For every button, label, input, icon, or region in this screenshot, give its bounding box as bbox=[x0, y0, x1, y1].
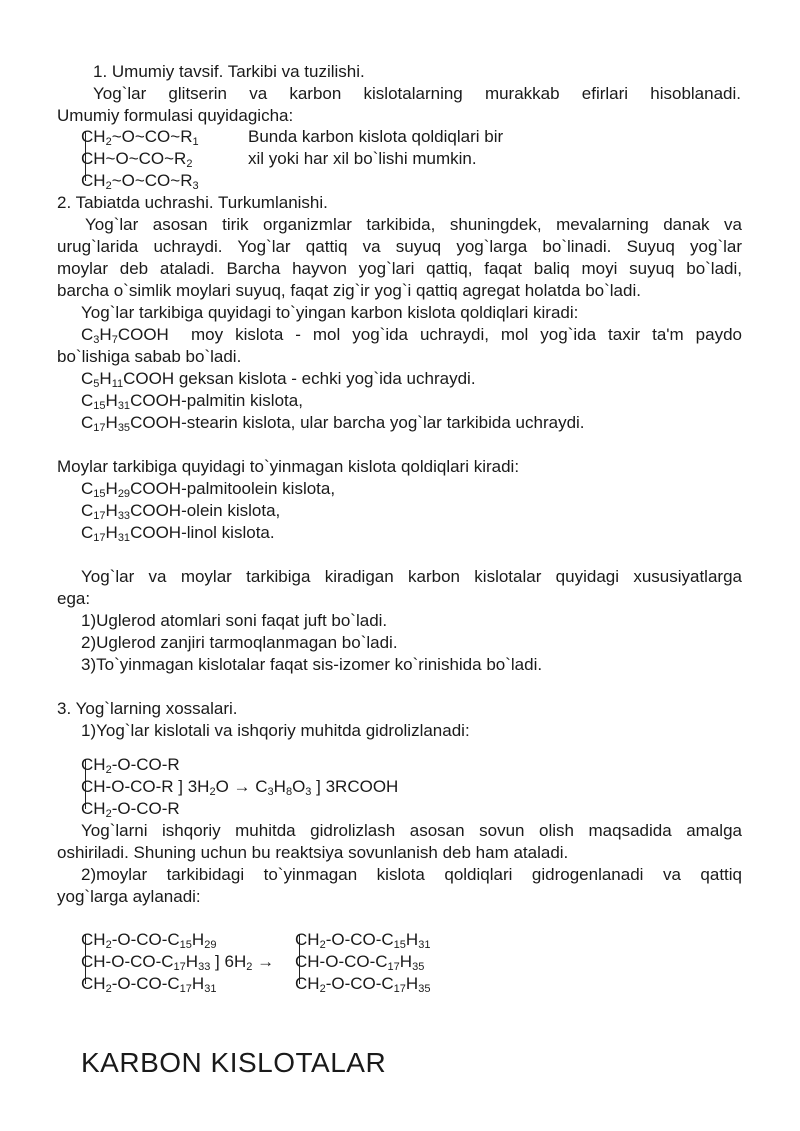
paragraph-line: barcha o`simlik moylari suyuq, faqat zig`ir yog`i qattiq agregat holatda bo`ladi. bbox=[57, 281, 641, 300]
acid-description: bo`lishiga sabab bo`ladi. bbox=[57, 347, 242, 366]
property-item: 1)Uglerod atomlari soni faqat juft bo`ladi. bbox=[81, 611, 388, 630]
paragraph-line: ega: bbox=[57, 589, 91, 608]
paragraph-line: urug`larida uchraydi. Yog`lar qattiq va suyuq yog`larga bo`linadi. Suyuq yog`lar bbox=[57, 237, 742, 256]
paragraph-line: Yog`lar tarkibiga quyidagi to`yingan karbon kislota qoldiqlari kiradi: bbox=[81, 303, 579, 322]
hydrogenation-reactant-line: $CH_2-O-CO-C_{15}H_{29}$ bbox=[81, 930, 217, 951]
paragraph-line: Yog`lar asosan tirik organizmlar tarkibida, shuningdek, mevalarning danak va bbox=[85, 215, 742, 234]
acid-line: $C_{17}H_{31}COOH$-linol kislota. bbox=[81, 523, 275, 544]
formula-line-1: $CH_2\sim O\sim CO\sim R_1$ bbox=[81, 127, 199, 148]
paragraph-line: Yog`lar va moylar tarkibiga kiradigan karbon kislotalar quyidagi xususiyatlarga bbox=[81, 567, 742, 586]
acid-line: $C_{17}H_{35}COOH$-stearin kislota, ular barcha yog`lar tarkibida uchraydi. bbox=[81, 413, 585, 434]
hydrogenation-reactant-line: $CH_2-O-CO-C_{17}H_{31}$ bbox=[81, 974, 217, 995]
paragraph-line: Moylar tarkibiga quyidagi to`yinmagan kislota qoldiqlari kiradi: bbox=[57, 457, 520, 476]
hydrolysis-equation: CH-O-CO-R ] $3H_2O \to C_3H_8O_3$ ] 3RCOOH bbox=[81, 777, 399, 798]
section-2-heading: 2. Tabiatda uchrashi. Turkumlanishi. bbox=[57, 193, 328, 212]
hydrogenation-product-line: $CH_2-O-CO-C_{15}H_{31}$ bbox=[295, 930, 431, 951]
section-1-heading: 1. Umumiy tavsif. Tarkibi va tuzilishi. bbox=[93, 62, 365, 81]
formula-note: Bunda karbon kislota qoldiqlari bir bbox=[248, 127, 504, 146]
hydrogenation-product-line: $CH-O-CO-C_{17}H_{35}$ bbox=[295, 952, 425, 973]
section-title: KARBON KISLOTALAR bbox=[81, 1047, 387, 1078]
paragraph-line: 2)moylar tarkibidagi to`yinmagan kislota qoldiqlari gidrogenlanadi va qattiq bbox=[81, 865, 742, 884]
acid-line: $C_{15}H_{31}COOH$-palmitin kislota, bbox=[81, 391, 303, 412]
acid-line: $C_{15}H_{29}COOH$-palmitoolein kislota, bbox=[81, 479, 336, 500]
formula-note: xil yoki har xil bo`lishi mumkin. bbox=[248, 149, 477, 168]
paragraph-line: Yog`larni ishqoriy muhitda gidrolizlash asosan sovun olish maqsadida amalga bbox=[81, 821, 742, 840]
acid-formula: $C_3H_7COOH$ bbox=[81, 325, 169, 346]
paragraph-line: yog`larga aylanadi: bbox=[57, 887, 201, 906]
section-3-heading: 3. Yog`larning xossalari. bbox=[57, 699, 238, 718]
paragraph-line: oshiriladi. Shuning uchun bu reaktsiya sovunlanish deb ham ataladi. bbox=[57, 843, 569, 862]
hydrogenation-reactant-line: $CH-O-CO-C_{17}H_{33}$ ] $6H_2$ → bbox=[81, 952, 275, 973]
acid-description: moy kislota - mol yog`ida uchraydi, mol yog`ida taxir ta'm paydo bbox=[191, 325, 742, 344]
acid-line: $C_5H_{11}COOH$ geksan kislota - echki yog`ida uchraydi. bbox=[81, 369, 476, 390]
formula-line-2: $CH\sim O\sim CO\sim R_2$ bbox=[81, 149, 193, 170]
formula-line-3: $CH_2\sim O\sim CO\sim R_3$ bbox=[81, 171, 199, 192]
property-item: 3)To`yinmagan kislotalar faqat sis-izomer ko`rinishida bo`ladi. bbox=[81, 655, 543, 674]
property-item: 1)Yog`lar kislotali va ishqoriy muhitda gidrolizlanadi: bbox=[81, 721, 470, 740]
hydrogenation-product-line: $CH_2-O-CO-C_{17}H_{35}$ bbox=[295, 974, 431, 995]
section-1-para-line: Yog`lar glitserin va karbon kislotalarning murakkab efirlari hisoblanadi. bbox=[93, 84, 741, 103]
property-item: 2)Uglerod zanjiri tarmoqlanmagan bo`ladi. bbox=[81, 633, 398, 652]
acid-line: $C_{17}H_{33}COOH$-olein kislota, bbox=[81, 501, 281, 522]
hydrolysis-line-3: $CH_2-O-CO-R$ bbox=[81, 799, 180, 820]
paragraph-line: moylar deb ataladi. Barcha hayvon yog`lari qattiq, faqat baliq moyi suyuq bo`ladi, bbox=[57, 259, 742, 278]
hydrolysis-line-1: $CH_2-O-CO-R$ bbox=[81, 755, 180, 776]
section-1-para-line: Umumiy formulasi quyidagicha: bbox=[57, 106, 294, 125]
